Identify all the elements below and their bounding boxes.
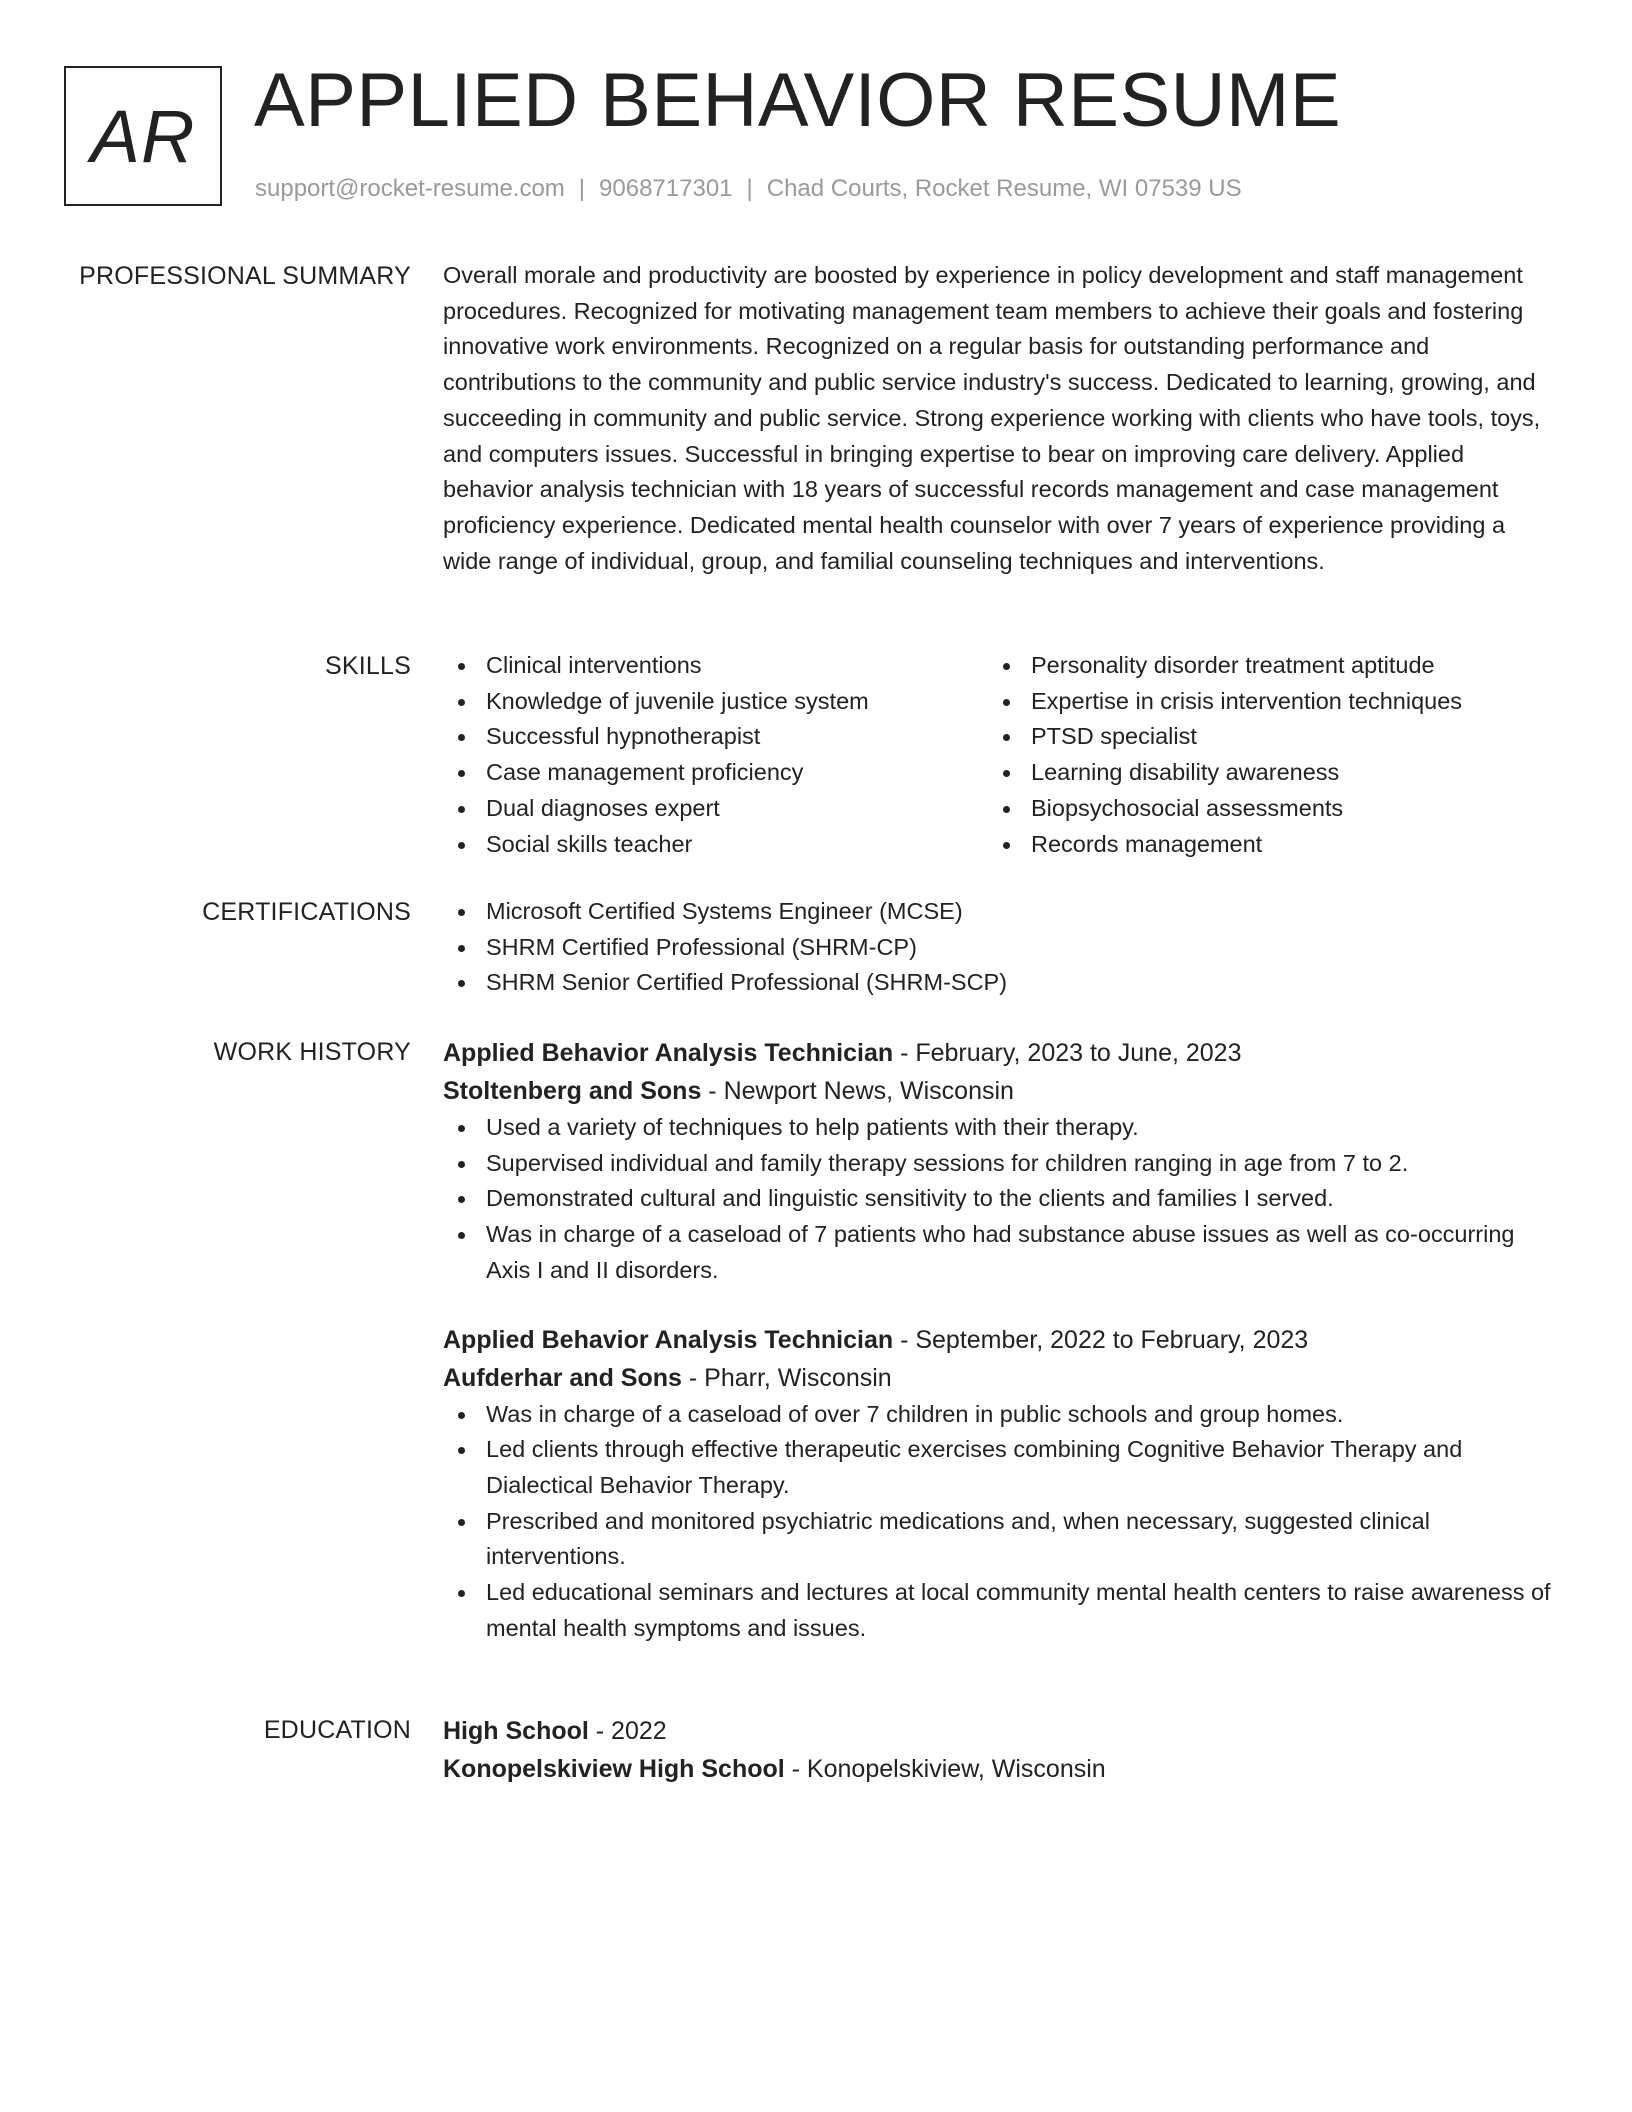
job-company-line bbox=[443, 1359, 1553, 1397]
monogram-box bbox=[64, 66, 222, 206]
education-school: Konopelskiview High School bbox=[443, 1755, 785, 1783]
skill-item: Biopsychosocial assessments bbox=[988, 791, 1533, 827]
education-year: - 2022 bbox=[588, 1717, 667, 1745]
summary-text: Overall morale and productivity are boosted by experience in policy development and staff management procedures. Recognized for motivating management team members to achieve their goals and fostering innovative work environments. Recognized on a regular basis for outstanding performance and contributions to the community and public service industry's success. Dedicated to learning, growing, and succeeding in community and public service. Strong experience working with clients who have tools, toys, and computers issues. Successful in bringing expertise to bear on improving care delivery. Applied behavior analysis technician with 18 years of successful records management and case management proficiency experience. Dedicated mental health counselor with over 7 years of experience providing a wide range of individual, group, and familial counseling techniques and interventions. bbox=[443, 262, 1541, 574]
skill-item: Clinical interventions bbox=[443, 648, 988, 684]
certifications-list bbox=[443, 894, 1553, 1001]
skills-right-list bbox=[988, 648, 1533, 862]
education-heading: EDUCATION bbox=[263, 1716, 411, 1744]
job-duty-item: Led clients through effective therapeutic exercises combining Cognitive Behavior Therapy and Dialectical Behavior Therapy. bbox=[443, 1432, 1553, 1503]
skill-item: Learning disability awareness bbox=[988, 755, 1533, 791]
certifications-body bbox=[443, 894, 1553, 1001]
job-location: - Pharr, Wisconsin bbox=[681, 1363, 892, 1392]
certifications-heading: CERTIFICATIONS bbox=[202, 898, 411, 926]
job-duties-list bbox=[443, 1397, 1553, 1647]
skill-item: Expertise in crisis intervention techniques bbox=[988, 684, 1533, 720]
job-duty-item: Used a variety of techniques to help patients with their therapy. bbox=[443, 1110, 1553, 1146]
contact-separator: | bbox=[746, 175, 753, 202]
contact-email: support@rocket-resume.com bbox=[255, 175, 565, 202]
education-degree: High School bbox=[443, 1717, 589, 1745]
certification-item: Microsoft Certified Systems Engineer (MCSE) bbox=[443, 894, 1553, 930]
work-history-body bbox=[443, 1034, 1553, 1646]
job-duty-item: Was in charge of a caseload of over 7 children in public schools and group homes. bbox=[443, 1397, 1553, 1433]
job-dates: - February, 2023 to June, 2023 bbox=[893, 1039, 1242, 1067]
education-body bbox=[443, 1712, 1553, 1788]
skills-grid bbox=[443, 648, 1553, 862]
job-duty-item: Led educational seminars and lectures at local community mental health centers to raise awareness of mental health symptoms and issues. bbox=[443, 1575, 1553, 1646]
contact-separator: | bbox=[578, 175, 586, 202]
certification-item: SHRM Certified Professional (SHRM-CP) bbox=[443, 930, 1553, 966]
skill-item: Social skills teacher bbox=[443, 827, 988, 863]
job-entry bbox=[443, 1321, 1553, 1647]
job-duty-item: Was in charge of a caseload of 7 patients who had substance abuse issues as well as co-occurring Axis I and II disorders. bbox=[443, 1217, 1553, 1288]
skill-item: Knowledge of juvenile justice system bbox=[443, 684, 988, 720]
job-location: - Newport News, Wisconsin bbox=[701, 1077, 1014, 1105]
summary-heading: PROFESSIONAL SUMMARY bbox=[79, 262, 411, 290]
contact-line bbox=[255, 172, 1242, 206]
skill-item: Case management proficiency bbox=[443, 755, 988, 791]
monogram-initials: AR bbox=[90, 94, 196, 178]
certification-item: SHRM Senior Certified Professional (SHRM-SCP) bbox=[443, 965, 1553, 1001]
work-history-heading: WORK HISTORY bbox=[213, 1038, 411, 1066]
contact-phone: 9068717301 bbox=[599, 175, 733, 202]
skill-item: Successful hypnotherapist bbox=[443, 719, 988, 755]
job-duty-item: Supervised individual and family therapy sessions for children ranging in age from 7 to 2. bbox=[443, 1146, 1553, 1182]
skill-item: Records management bbox=[988, 827, 1533, 863]
job-title: Applied Behavior Analysis Technician bbox=[443, 1325, 894, 1354]
skill-item: PTSD specialist bbox=[988, 719, 1533, 755]
education-school-line bbox=[443, 1750, 1553, 1788]
job-company: Stoltenberg and Sons bbox=[443, 1077, 702, 1105]
resume-title: APPLIED BEHAVIOR RESUME bbox=[254, 58, 1342, 143]
skills-heading: SKILLS bbox=[325, 652, 411, 680]
education-degree-line bbox=[443, 1712, 1553, 1750]
skills-left-list bbox=[443, 648, 988, 862]
job-company: Aufderhar and Sons bbox=[443, 1363, 682, 1392]
job-duty-item: Demonstrated cultural and linguistic sensitivity to the clients and families I served. bbox=[443, 1181, 1553, 1217]
job-duties-list bbox=[443, 1110, 1553, 1289]
skill-item: Personality disorder treatment aptitude bbox=[988, 648, 1533, 684]
job-entry bbox=[443, 1034, 1553, 1289]
job-duty-item: Prescribed and monitored psychiatric medications and, when necessary, suggested clinical interventions. bbox=[443, 1504, 1553, 1575]
job-title-line bbox=[443, 1034, 1553, 1072]
education-location: - Konopelskiview, Wisconsin bbox=[784, 1755, 1106, 1783]
job-title: Applied Behavior Analysis Technician bbox=[443, 1039, 894, 1067]
job-title-line bbox=[443, 1321, 1553, 1359]
skills-body bbox=[443, 648, 1553, 862]
job-company-line bbox=[443, 1072, 1553, 1110]
skill-item: Dual diagnoses expert bbox=[443, 791, 988, 827]
job-dates: - September, 2022 to February, 2023 bbox=[893, 1325, 1309, 1354]
summary-body bbox=[443, 258, 1553, 579]
contact-address: Chad Courts, Rocket Resume, WI 07539 US bbox=[766, 175, 1242, 202]
